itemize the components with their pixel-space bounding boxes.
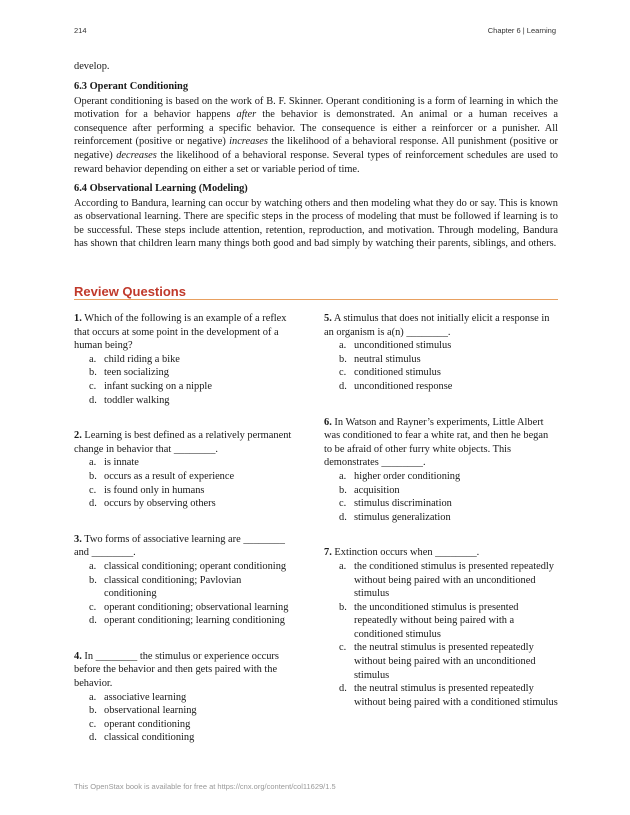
option-letter: c. bbox=[89, 484, 97, 496]
option-letter: c. bbox=[89, 380, 97, 392]
questions-left-column bbox=[74, 312, 294, 767]
answer-options bbox=[74, 353, 294, 407]
answer-option bbox=[74, 718, 294, 732]
section-paragraph bbox=[74, 95, 558, 177]
question-text: Learning is best defined as a relatively permanent change in behavior that ________. bbox=[74, 430, 292, 455]
question-number: 1. bbox=[74, 313, 82, 324]
option-letter: b. bbox=[89, 470, 97, 482]
option-letter: a. bbox=[339, 560, 347, 572]
answer-option bbox=[324, 366, 558, 380]
option-letter: a. bbox=[339, 470, 347, 482]
option-text: observational learning bbox=[104, 705, 197, 717]
option-text: conditioned stimulus bbox=[354, 367, 441, 379]
question-stem bbox=[324, 312, 558, 339]
option-letter: b. bbox=[89, 705, 97, 717]
review-questions-title: Review Questions bbox=[74, 284, 186, 299]
answer-option bbox=[324, 380, 558, 394]
review-question bbox=[324, 312, 558, 394]
emphasis-increases: increases bbox=[229, 136, 268, 148]
option-text: infant sucking on a nipple bbox=[104, 380, 212, 392]
option-letter: c. bbox=[89, 601, 97, 613]
option-text: operant conditioning; learning conditioning bbox=[104, 615, 285, 627]
answer-option bbox=[74, 560, 294, 574]
answer-option bbox=[74, 353, 294, 367]
answer-option bbox=[324, 682, 558, 709]
review-question bbox=[74, 312, 294, 407]
option-text: the neutral stimulus is presented repeatedly without being paired with a conditioned stimulus bbox=[354, 683, 558, 708]
option-letter: b. bbox=[89, 574, 97, 586]
option-letter: b. bbox=[339, 601, 347, 613]
question-stem bbox=[324, 416, 558, 470]
answer-option bbox=[74, 574, 294, 601]
option-letter: a. bbox=[89, 691, 97, 703]
answer-option bbox=[324, 511, 558, 525]
option-letter: b. bbox=[89, 367, 97, 379]
review-question bbox=[324, 416, 558, 525]
question-stem bbox=[324, 546, 558, 560]
review-divider bbox=[74, 299, 558, 300]
option-text: stimulus generalization bbox=[354, 511, 451, 523]
emphasis-decreases: decreases bbox=[116, 149, 157, 161]
option-letter: a. bbox=[339, 340, 347, 352]
answer-options bbox=[324, 470, 558, 524]
answer-options bbox=[324, 339, 558, 393]
review-question bbox=[74, 533, 294, 628]
option-letter: d. bbox=[89, 394, 97, 406]
option-letter: b. bbox=[339, 353, 347, 365]
option-letter: a. bbox=[89, 560, 97, 572]
answer-option bbox=[324, 470, 558, 484]
answer-options bbox=[324, 560, 558, 710]
question-number: 7. bbox=[324, 547, 332, 559]
question-text: In ________ the stimulus or experience occurs before the behavior and then gets paired with the behavior. bbox=[74, 650, 279, 690]
option-letter: d. bbox=[339, 380, 347, 392]
question-text: A stimulus that does not initially elicit a response in an organism is a(n) ________. bbox=[324, 313, 550, 338]
section-operant-conditioning bbox=[74, 80, 558, 176]
answer-option bbox=[74, 456, 294, 470]
answer-option bbox=[74, 380, 294, 394]
option-text: classical conditioning bbox=[104, 732, 195, 744]
section-heading: 6.3 Operant Conditioning bbox=[74, 81, 189, 92]
review-question bbox=[74, 650, 294, 745]
option-letter: d. bbox=[89, 498, 97, 510]
answer-options bbox=[74, 691, 294, 745]
text-run: the likelihood of a behavioral response. Several types of reinforcement schedules are used to reward behavior depending on either a set or variable period of time. bbox=[74, 149, 558, 175]
option-text: is innate bbox=[104, 457, 139, 469]
option-text: stimulus discrimination bbox=[354, 498, 452, 510]
answer-option bbox=[324, 641, 558, 682]
answer-option bbox=[74, 394, 294, 408]
text-run: the likelihood of a behavioral response. All punishment (positive or negative) bbox=[74, 136, 558, 161]
question-stem bbox=[74, 650, 294, 691]
option-text: associative learning bbox=[104, 691, 187, 703]
question-number: 3. bbox=[74, 533, 82, 545]
answer-option bbox=[324, 497, 558, 511]
text-run: the behavior is demonstrated. An animal or a human receives a consequence after performing a specific behavior. The consequence is either a reinforcer or a punisher. All reinforcement (positive or negative) bbox=[74, 109, 559, 148]
option-text: teen socializing bbox=[104, 367, 169, 379]
option-text: the conditioned stimulus is presented repeatedly without being paired with an unconditioned stimulus bbox=[354, 560, 554, 600]
section-observational-learning bbox=[74, 182, 558, 251]
question-text: Which of the following is an example of a reflex that occurs at some point in the development of a human being? bbox=[74, 313, 287, 352]
option-text: unconditioned response bbox=[354, 380, 453, 392]
answer-option bbox=[324, 560, 558, 601]
option-text: operant conditioning bbox=[104, 718, 191, 730]
option-letter: c. bbox=[339, 642, 347, 654]
answer-options bbox=[74, 560, 294, 628]
answer-option bbox=[74, 366, 294, 380]
review-question bbox=[324, 546, 558, 709]
answer-option bbox=[74, 484, 294, 498]
question-number: 2. bbox=[74, 430, 82, 442]
answer-option bbox=[74, 614, 294, 628]
review-question bbox=[74, 429, 294, 511]
option-letter: d. bbox=[339, 511, 347, 523]
option-text: the neutral stimulus is presented repeatedly without being paired with an unconditioned stimulus bbox=[354, 642, 536, 681]
option-text: classical conditioning; Pavlovian conditioning bbox=[104, 574, 242, 600]
option-letter: d. bbox=[339, 683, 347, 695]
text-run: Operant conditioning is based on the work of B. F. Skinner. Operant conditioning is a form of learning in which the motivation for a behavior happens bbox=[74, 95, 558, 121]
option-letter: d. bbox=[89, 615, 97, 627]
answer-option bbox=[74, 704, 294, 718]
question-number: 4. bbox=[74, 650, 82, 662]
option-text: toddler walking bbox=[104, 394, 170, 406]
answer-option bbox=[324, 484, 558, 498]
option-text: higher order conditioning bbox=[354, 470, 461, 482]
option-letter: b. bbox=[339, 484, 347, 496]
question-number: 5. bbox=[324, 313, 332, 324]
option-text: child riding a bike bbox=[104, 353, 180, 365]
option-text: classical conditioning; operant conditioning bbox=[104, 560, 287, 572]
continued-text: develop. bbox=[74, 61, 110, 72]
section-heading: 6.4 Observational Learning (Modeling) bbox=[74, 183, 248, 194]
option-text: acquisition bbox=[354, 484, 400, 496]
question-stem bbox=[74, 312, 294, 353]
page-number: 214 bbox=[74, 26, 87, 35]
option-text: unconditioned stimulus bbox=[354, 340, 452, 352]
question-number: 6. bbox=[324, 416, 332, 428]
option-text: the unconditioned stimulus is presented repeatedly without being paired with a conditioned stimulus bbox=[354, 601, 519, 640]
option-text: occurs as a result of experience bbox=[104, 470, 235, 482]
answer-options bbox=[74, 456, 294, 510]
questions-right-column bbox=[324, 312, 558, 731]
option-text: neutral stimulus bbox=[354, 353, 421, 365]
chapter-title: Chapter 6 | Learning bbox=[487, 26, 556, 35]
answer-option bbox=[74, 691, 294, 705]
option-text: occurs by observing others bbox=[104, 498, 216, 510]
emphasis-after: after bbox=[236, 109, 257, 121]
question-text: Extinction occurs when ________. bbox=[334, 547, 480, 559]
section-paragraph: According to Bandura, learning can occur by watching others and then modeling what they do or say. This is known as observational learning. There are specific steps in the process of modeling that must be followed if learning is to be successful. These steps include attention, retention, reproduction, and motivation. Through modeling, Bandura has shown that children learn many things both good and bad simply by watching their parents, siblings, and others. bbox=[74, 197, 558, 250]
answer-option bbox=[324, 601, 558, 642]
answer-option bbox=[74, 470, 294, 484]
question-text: Two forms of associative learning are ________ and ________. bbox=[74, 533, 285, 559]
answer-option bbox=[74, 601, 294, 615]
option-text: is found only in humans bbox=[104, 484, 205, 496]
option-letter: d. bbox=[89, 732, 97, 744]
option-letter: c. bbox=[339, 367, 347, 379]
option-letter: c. bbox=[89, 718, 97, 730]
option-text: operant conditioning; observational learning bbox=[104, 601, 289, 613]
question-stem bbox=[74, 429, 294, 456]
page-footer: This OpenStax book is available for free at https://cnx.org/content/col11629/1.5 bbox=[74, 782, 336, 791]
question-stem bbox=[74, 533, 294, 560]
answer-option bbox=[324, 353, 558, 367]
option-letter: c. bbox=[339, 498, 347, 510]
question-text: In Watson and Rayner’s experiments, Little Albert was conditioned to fear a white rat, and then he began to be afraid of other furry white objects. This demonstrates ________. bbox=[324, 416, 549, 469]
option-letter: a. bbox=[89, 353, 97, 365]
option-letter: a. bbox=[89, 457, 97, 469]
answer-option bbox=[74, 731, 294, 745]
answer-option bbox=[74, 497, 294, 511]
answer-option bbox=[324, 339, 558, 353]
